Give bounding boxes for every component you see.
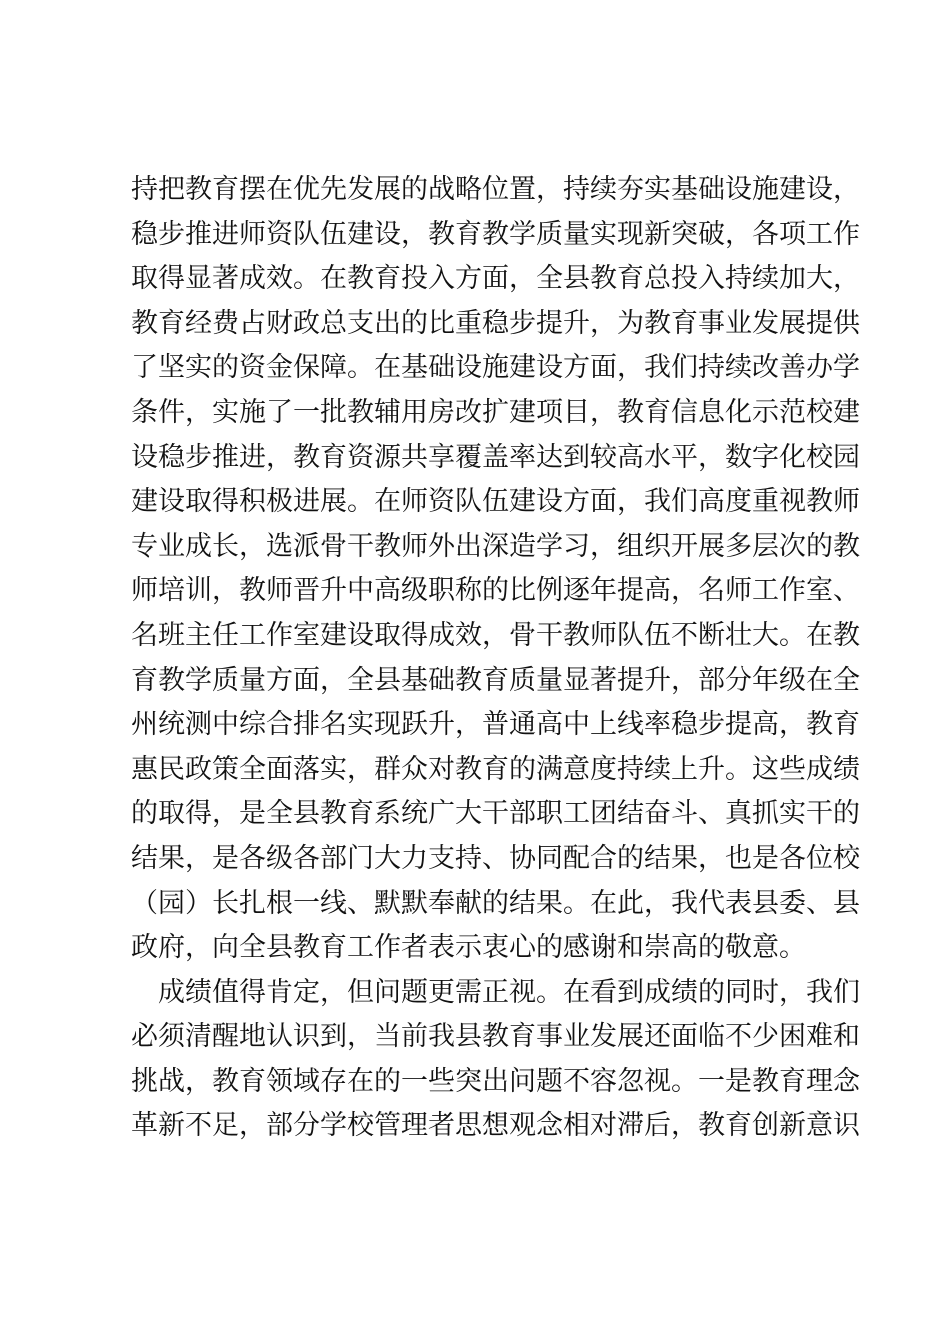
text-line: 州统测中综合排名实现跃升，普通高中上线率稳步提高，教育 bbox=[131, 709, 860, 741]
text-line: 政府，向全县教育工作者表示衷心的感谢和崇高的敬意。 bbox=[131, 932, 806, 964]
text-line: 成绩值得肯定，但问题更需正视。在看到成绩的同时，我们 bbox=[158, 976, 860, 1008]
text-line: 建设取得积极进展。在师资队伍建设方面，我们高度重视教师 bbox=[131, 486, 860, 518]
text-line: 革新不足，部分学校管理者思想观念相对滞后，教育创新意识 bbox=[131, 1110, 860, 1142]
text-line: 教育经费占财政总支出的比重稳步提升，为教育事业发展提供 bbox=[131, 307, 860, 339]
text-line: 设稳步推进，教育资源共享覆盖率达到较高水平，数字化校园 bbox=[131, 441, 860, 473]
text-line: 挑战，教育领域存在的一些突出问题不容忽视。一是教育理念 bbox=[131, 1065, 860, 1097]
text-line: 取得显著成效。在教育投入方面，全县教育总投入持续加大， bbox=[131, 263, 860, 295]
paragraph-achievements bbox=[131, 168, 860, 971]
document-body bbox=[131, 168, 860, 1149]
text-line: 育教学质量方面，全县基础教育质量显著提升，部分年级在全 bbox=[131, 664, 860, 696]
text-line: 必须清醒地认识到，当前我县教育事业发展还面临不少困难和 bbox=[131, 1021, 860, 1053]
text-line: 持把教育摆在优先发展的战略位置，持续夯实基础设施建设， bbox=[131, 174, 860, 205]
text-line: 结果，是各级各部门大力支持、协同配合的结果，也是各位校 bbox=[131, 842, 860, 874]
text-line: 名班主任工作室建设取得成效，骨干教师队伍不断壮大。在教 bbox=[131, 619, 860, 651]
text-line: 了坚实的资金保障。在基础设施建设方面，我们持续改善办学 bbox=[131, 352, 860, 384]
text-line: （园）长扎根一线、默默奉献的结果。在此，我代表县委、县 bbox=[131, 887, 860, 919]
text-line: 的取得，是全县教育系统广大干部职工团结奋斗、真抓实干的 bbox=[131, 798, 860, 830]
text-line: 稳步推进师资队伍建设，教育教学质量实现新突破，各项工作 bbox=[131, 218, 860, 250]
paragraph-problems bbox=[131, 971, 860, 1149]
text-line: 专业成长，选派骨干教师外出深造学习，组织开展多层次的教 bbox=[131, 530, 860, 562]
text-line: 惠民政策全面落实，群众对教育的满意度持续上升。这些成绩 bbox=[131, 753, 860, 785]
text-line: 师培训，教师晋升中高级职称的比例逐年提高，名师工作室、 bbox=[131, 575, 860, 607]
text-line: 条件，实施了一批教辅用房改扩建项目，教育信息化示范校建 bbox=[131, 396, 860, 428]
